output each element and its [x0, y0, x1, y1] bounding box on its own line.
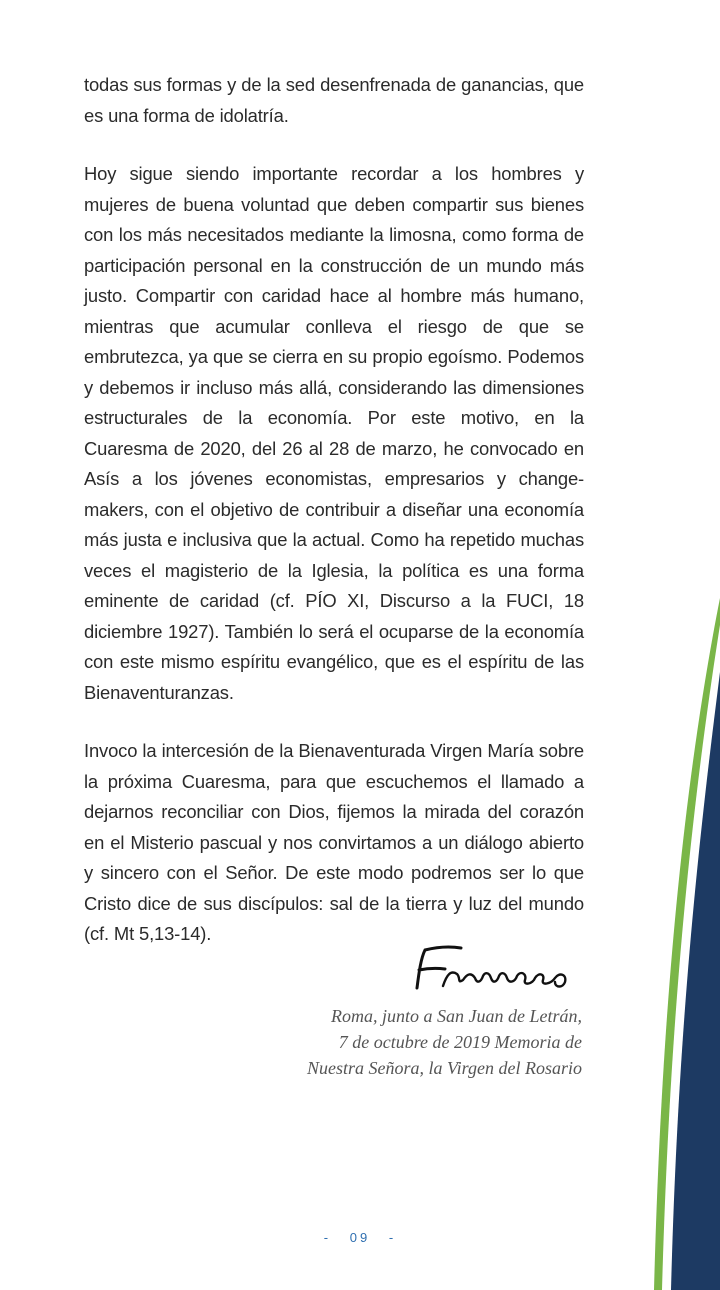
place-line: Roma, junto a San Juan de Letrán, [331, 1006, 582, 1026]
footer-dash-left: - [323, 1230, 332, 1245]
page-number: 09 [349, 1230, 371, 1245]
signature-place-date [282, 1003, 582, 1081]
footer-dash-right: - [388, 1230, 397, 1245]
date-line: 7 de octubre de 2019 Memoria de [338, 1032, 582, 1052]
handwritten-signature [405, 938, 585, 1002]
green-swoosh [654, 598, 720, 1290]
navy-swoosh [671, 672, 720, 1290]
letter-body [84, 70, 584, 978]
white-swoosh-band [662, 625, 720, 1290]
page-footer [0, 1230, 720, 1245]
paragraph-1: todas sus formas y de la sed desenfrenada de ganancias, que es una forma de idolatría. [84, 74, 584, 126]
paragraph-2: Hoy sigue siendo importante recordar a los hombres y mujeres de buena voluntad que deben compartir sus bienes con los más necesitados mediante la limosna, como forma de participación personal en la construcción de un mundo más justo. Compartir con caridad hace al hombre más humano, mientras que acumular conlleva el riesgo de que se embrutezca, ya que se cierra en su propio egoísmo. Podemos y debemos ir incluso más allá, considerando las dimensiones estructurales de la economía. Por este motivo, en la Cuaresma de 2020, del 26 al 28 de marzo, he convocado en Asís a los jóvenes economistas, empresarios y change-makers, con el objetivo de contribuir a diseñar una economía más justa e inclusiva que la actual. Como ha repetido muchas veces el magisterio de la Iglesia, la política es una forma eminente de caridad (cf. PÍO XI, Discurso a la FUCI, 18 diciembre 1927). También lo será el ocuparse de la economía con este mismo espíritu evangélico, que es el espíritu de las Bienaventuranzas. [84, 163, 584, 703]
memorial-line: Nuestra Señora, la Virgen del Rosario [307, 1058, 582, 1078]
paragraph-3: Invoco la intercesión de la Bienaventurada Virgen María sobre la próxima Cuaresma, para que escuchemos el llamado a dejarnos reconciliar con Dios, fijemos la mirada del corazón en el Misterio pascual y nos convirtamos a un diálogo abierto y sincero con el Señor. De este modo podremos ser lo que Cristo dice de sus discípulos: sal de la tierra y luz del mundo (cf. Mt 5,13-14). [84, 740, 584, 944]
